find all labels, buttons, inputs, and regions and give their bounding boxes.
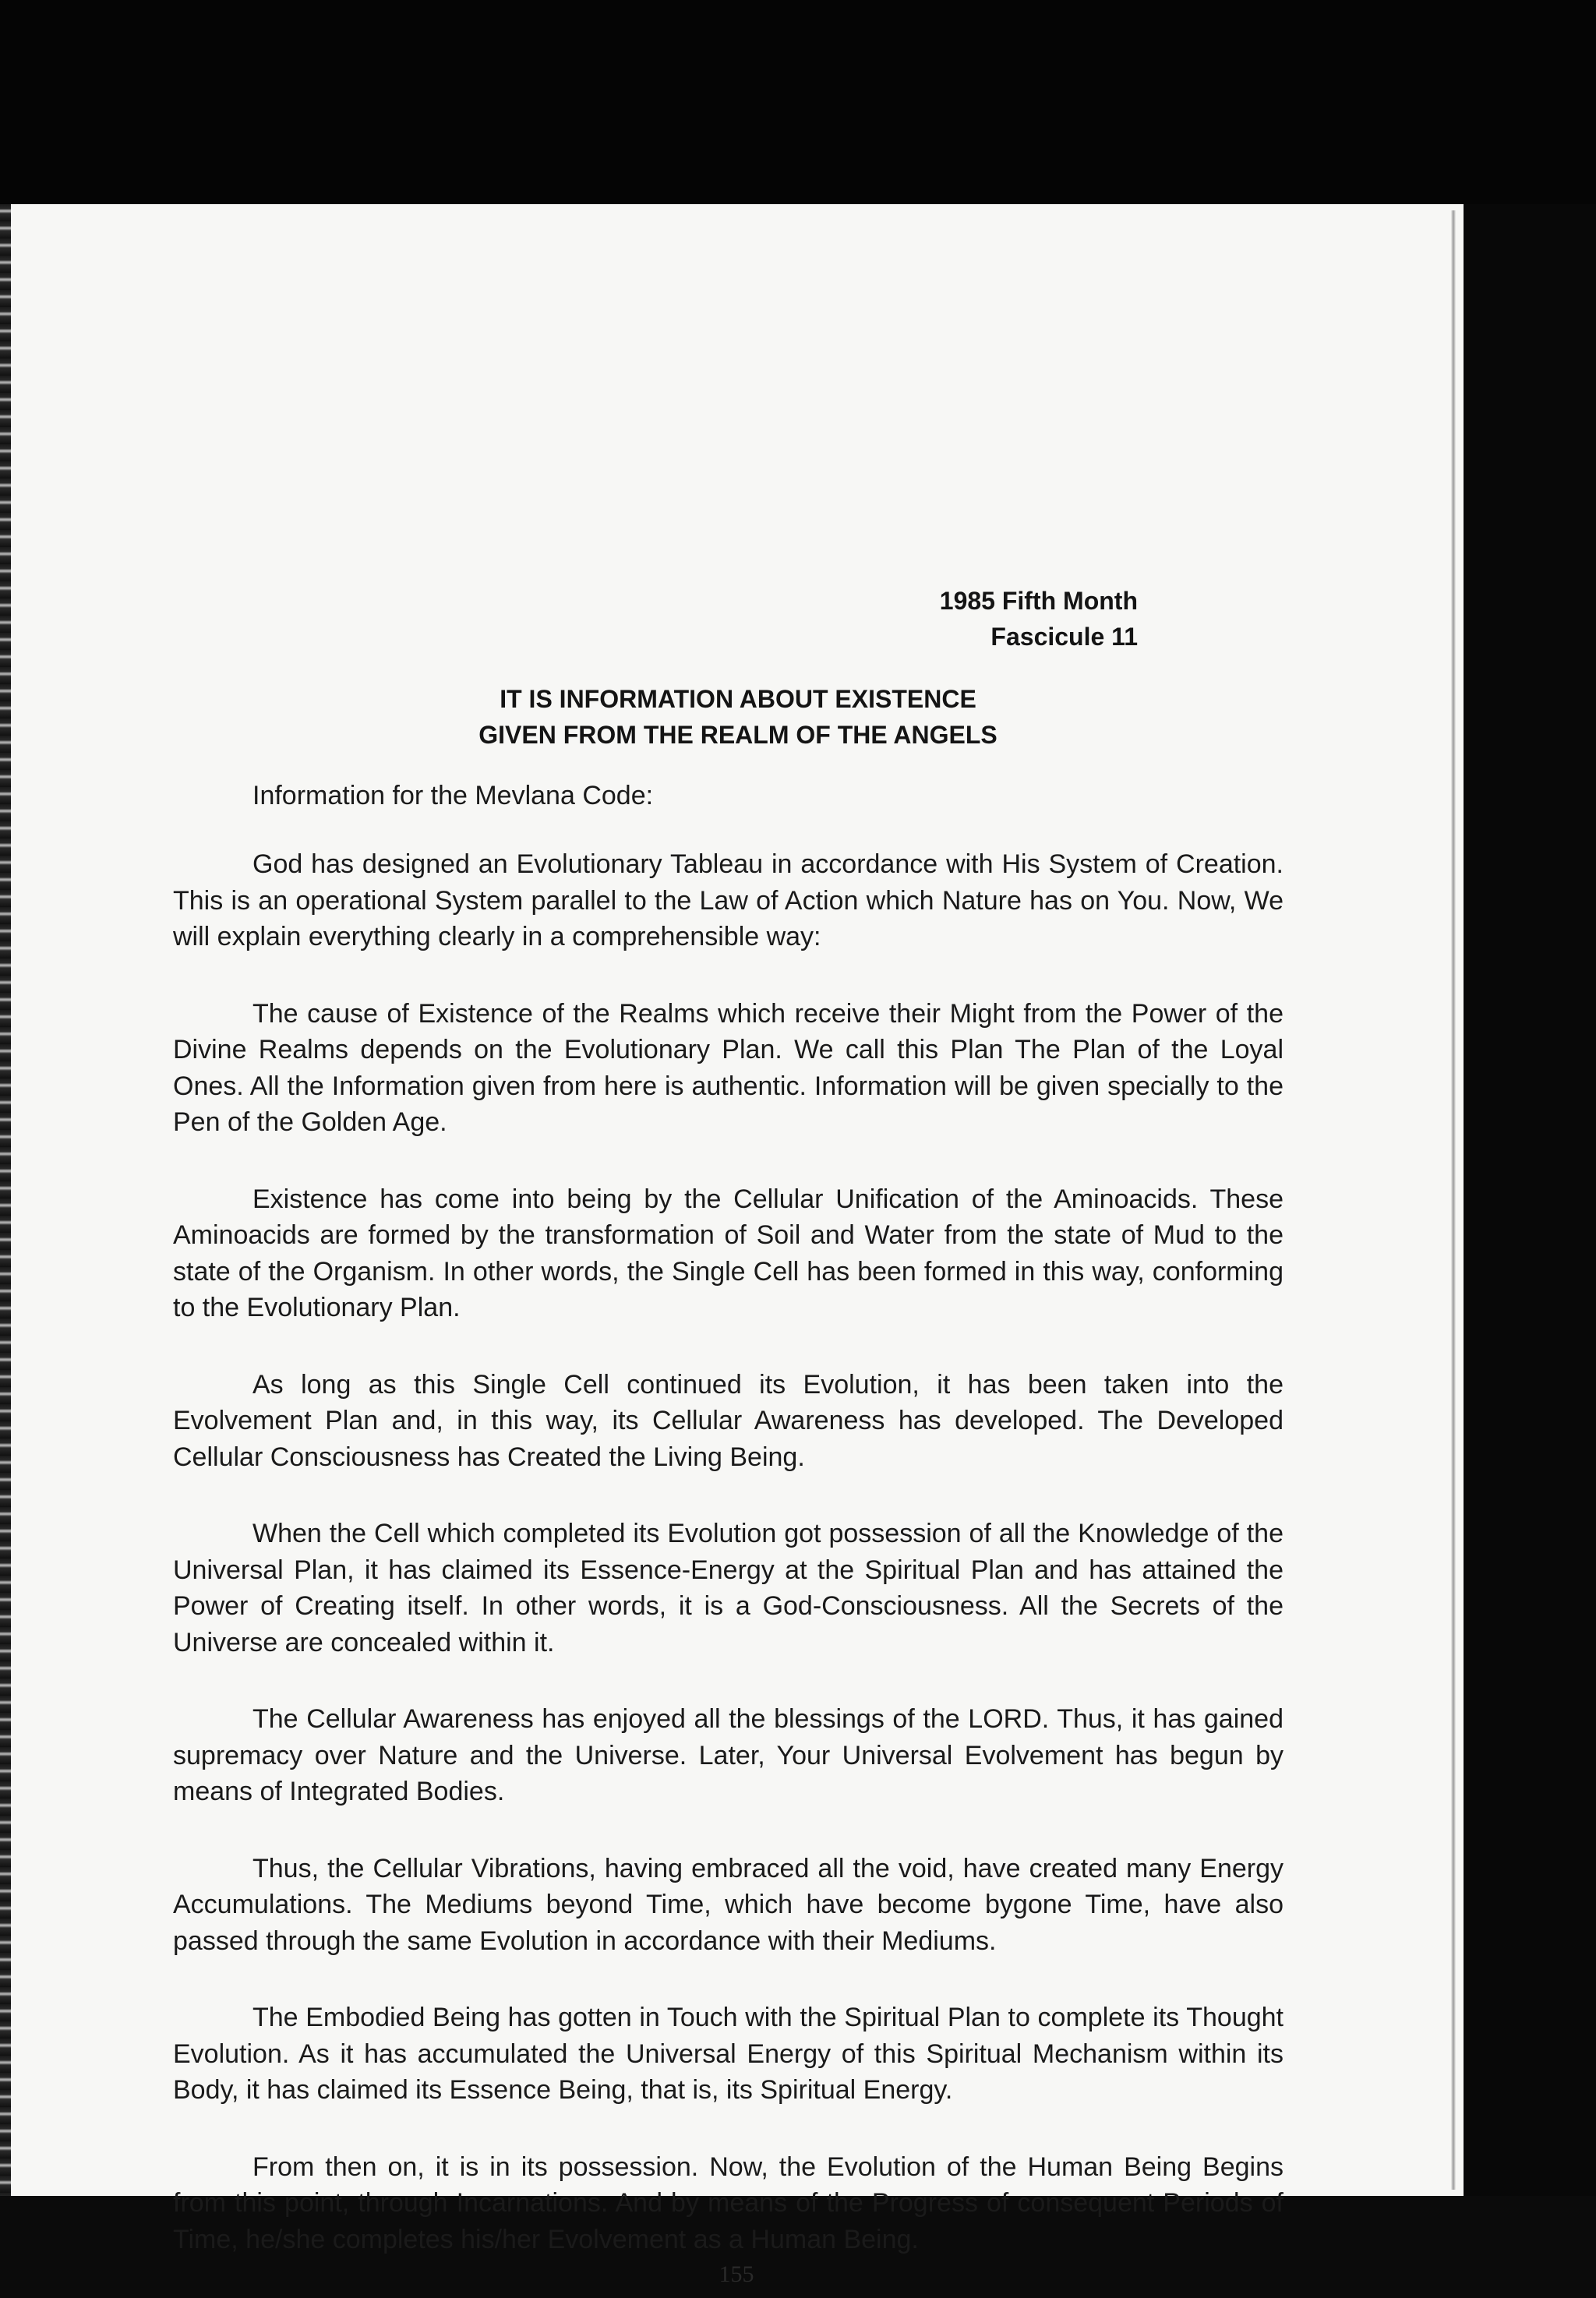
intro-line: Information for the Mevlana Code: [252,781,654,810]
header-date: 1985 Fifth Month [939,587,1138,615]
scan-background-right [1464,204,1596,2196]
title-line-2: GIVEN FROM THE REALM OF THE ANGELS [478,721,998,749]
page-title [337,681,1139,753]
page-header [940,583,1138,655]
paragraph: When the Cell which completed its Evolution got possession of all the Knowledge of the Universal Plan, it has claimed its Essence-Energy at the Spiritual Plan and has attained the Power of Creating itself. In other words, it is a God-Consciousness. All the Secrets of the Universe are concealed within it. [173,1519,1284,1657]
paragraph: The Embodied Being has gotten in Touch with the Spiritual Plan to complete its Thought Evolution. As it has accumulated the Universal Energy of this Spiritual Mechanism within its Body, it has claimed its Essence Being, that is, its Spiritual Energy. [173,2003,1284,2105]
body-text [173,846,1284,2298]
page-number: 155 [719,2261,754,2287]
scan-left-edge [0,204,11,2196]
paragraph: The cause of Existence of the Realms which receive their Might from the Power of the Divine Realms depends on the Evolutionary Plan. We call this Plan The Plan of the Loyal Ones. All the Information given from here is authentic. Information will be given specially to the Pen of the Golden Age. [173,998,1284,1137]
paragraph: Existence has come into being by the Cellular Unification of the Aminoacids. These Aminoacids are formed by the transformation of Soil and Water from the state of Mud to the state of the Organism. In other words, the Single Cell has been formed in this way, conforming to the Evolutionary Plan. [173,1184,1284,1322]
page-gutter-line [1451,210,1456,2190]
paragraph: Thus, the Cellular Vibrations, having embraced all the void, have created many Energy Accumulations. The Mediums beyond Time, which have become bygone Time, have also passed through the same Evolution in accordance with their Mediums. [173,1853,1284,1956]
book-page [9,204,1464,2287]
paragraph: As long as this Single Cell continued its Evolution, it has been taken into the Evolvement Plan and, in this way, its Cellular Awareness has developed. The Developed Cellular Consciousness has Created the Living Being. [173,1369,1284,1472]
title-line-1: IT IS INFORMATION ABOUT EXISTENCE [500,685,976,713]
paragraph: From then on, it is in its possession. Now, the Evolution of the Human Being Begins from this point, through Incarnations. And by means of the Progress of consequent Periods of Time, he/she completes his/her Evolvement as a Human Being. [173,2152,1284,2254]
paragraph: God has designed an Evolutionary Tableau in accordance with His System of Creation. This is an operational System parallel to the Law of Action which Nature has on You. Now, We will explain everything clearly in a comprehensible way: [173,849,1284,951]
header-fascicule: Fascicule 11 [990,623,1138,651]
paragraph: The Cellular Awareness has enjoyed all the blessings of the LORD. Thus, it has gained supremacy over Nature and the Universe. Later, Your Universal Evolvement has begun by means of Integrated Bodies. [173,1704,1284,1806]
scan-background-top [0,0,1596,204]
